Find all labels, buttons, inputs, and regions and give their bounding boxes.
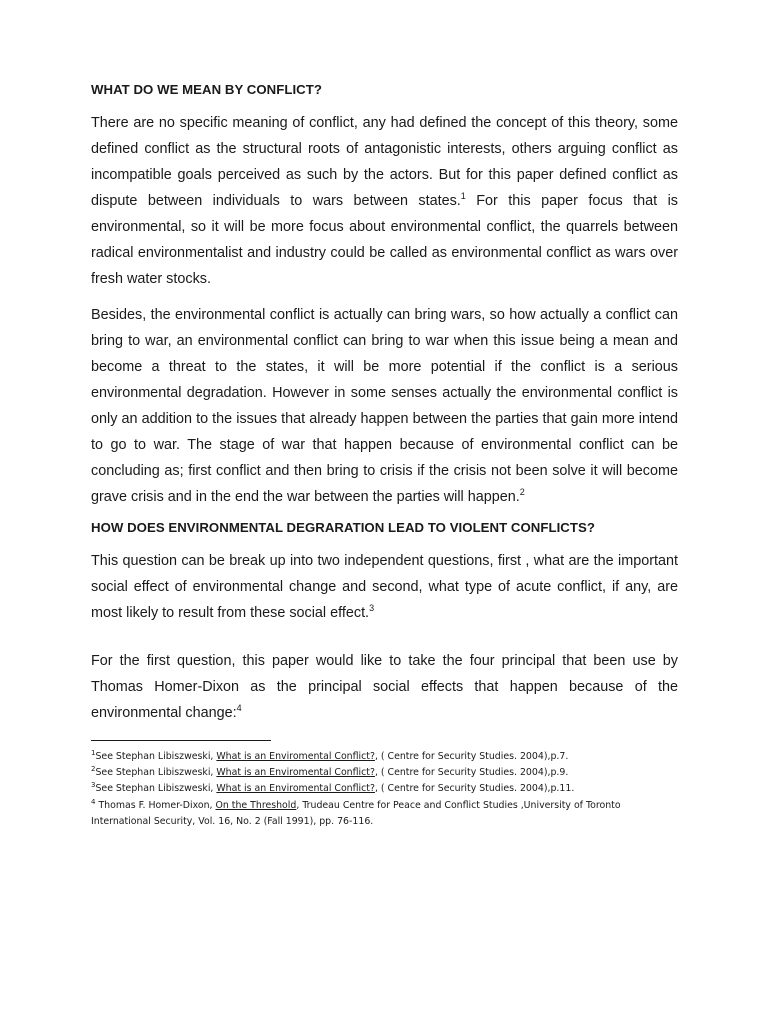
footnote-title: On the Threshold [215, 799, 297, 811]
footnote-2 [91, 765, 678, 781]
footnote-text: , ( Centre for Security Studies. 2004),p.11. [374, 783, 575, 795]
footnote-4-continuation: International Security, Vol. 16, No. 2 (Fall 1991), pp. 76-116. [91, 815, 374, 827]
footnote-title: What is an Enviromental Conflict? [216, 751, 375, 762]
section-heading-degradation: HOW DOES ENVIRONMENTAL DEGRARATION LEAD TO VIOLENT CONFLICTS? [91, 520, 595, 535]
paragraph-3 [91, 548, 678, 626]
footnote-3 [91, 781, 678, 797]
footnote-ref-2[interactable]: 2 [519, 487, 525, 497]
footnote-ref-4[interactable]: 4 [236, 703, 242, 713]
footnote-text: See Stephan Libiszweski, [95, 783, 217, 795]
footnote-text: , ( Centre for Security Studies. 2004),p.9. [374, 767, 569, 779]
footnote-number: 1 [91, 749, 96, 757]
footnote-text: Thomas F. Homer-Dixon, [95, 799, 216, 811]
paragraph-1 [91, 110, 678, 292]
footnote-text: , Trudeau Centre for Peace and Conflict Studies ,University of Toronto [296, 799, 621, 811]
footnote-separator [91, 740, 271, 741]
footnote-ref-1[interactable]: 1 [460, 191, 466, 201]
footnote-1 [91, 749, 678, 765]
footnote-title: What is an Enviromental Conflict? [216, 767, 375, 779]
footnote-number: 3 [91, 781, 96, 790]
paragraph-4-text: For the first question, this paper would like to take the four principal that been use by Thomas Homer-Dixon as the principal social effects that happen because of the environmental change: [91, 653, 678, 721]
footnotes [91, 749, 678, 830]
footnote-title: What is an Enviromental Conflict? [216, 783, 375, 795]
footnote-number: 4 [91, 797, 96, 806]
footnote-4 [91, 798, 678, 814]
section-heading-conflict: WHAT DO WE MEAN BY CONFLICT? [91, 82, 322, 97]
paragraph-4 [91, 648, 678, 726]
paragraph-1-text-b: For this paper focus that is environmental, so it will be more focus about environmental conflict, the quarrels between radical environmentalist and industry could be called as environmental conflict as wars over fresh water stocks. [91, 193, 678, 287]
paragraph-2 [91, 302, 678, 510]
paragraph-1-text-a: There are no specific meaning of conflict, any had defined the concept of this theory, some defined conflict as the structural roots of antagonistic interests, others arguing conflict as incompatible goals perceived as such by the actors. But for this paper defined conflict as dispute between individuals to wars between states. [91, 115, 678, 209]
footnote-text: , ( Centre for Security Studies. 2004),p.7. [374, 751, 569, 762]
footnote-text: See Stephan Libiszweski, [95, 767, 217, 779]
document-body [91, 82, 678, 830]
footnote-ref-3[interactable]: 3 [369, 603, 375, 613]
paragraph-2-text: Besides, the environmental conflict is actually can bring wars, so how actually a conflict can bring to war, an environmental conflict can bring to war when this issue being a mean and become a threat to the states, it will be more potential if the conflict is a serious environmental degradation. However in some senses actually the environmental conflict is only an addition to the issues that already happen between the parties that gain more intend to go to war. The stage of war that happen because of environmental conflict can be concluding as; first conflict and then bring to crisis if the crisis not been solve it will become grave crisis and in the end the war between the parties will happen. [91, 307, 678, 505]
footnote-text: See Stephan Libiszweski, [95, 751, 217, 762]
footnote-number: 2 [91, 765, 96, 774]
paragraph-3-text: This question can be break up into two independent questions, first , what are the important social effect of environmental change and second, what type of acute conflict, if any, are most likely to result from these social effect. [91, 553, 678, 621]
